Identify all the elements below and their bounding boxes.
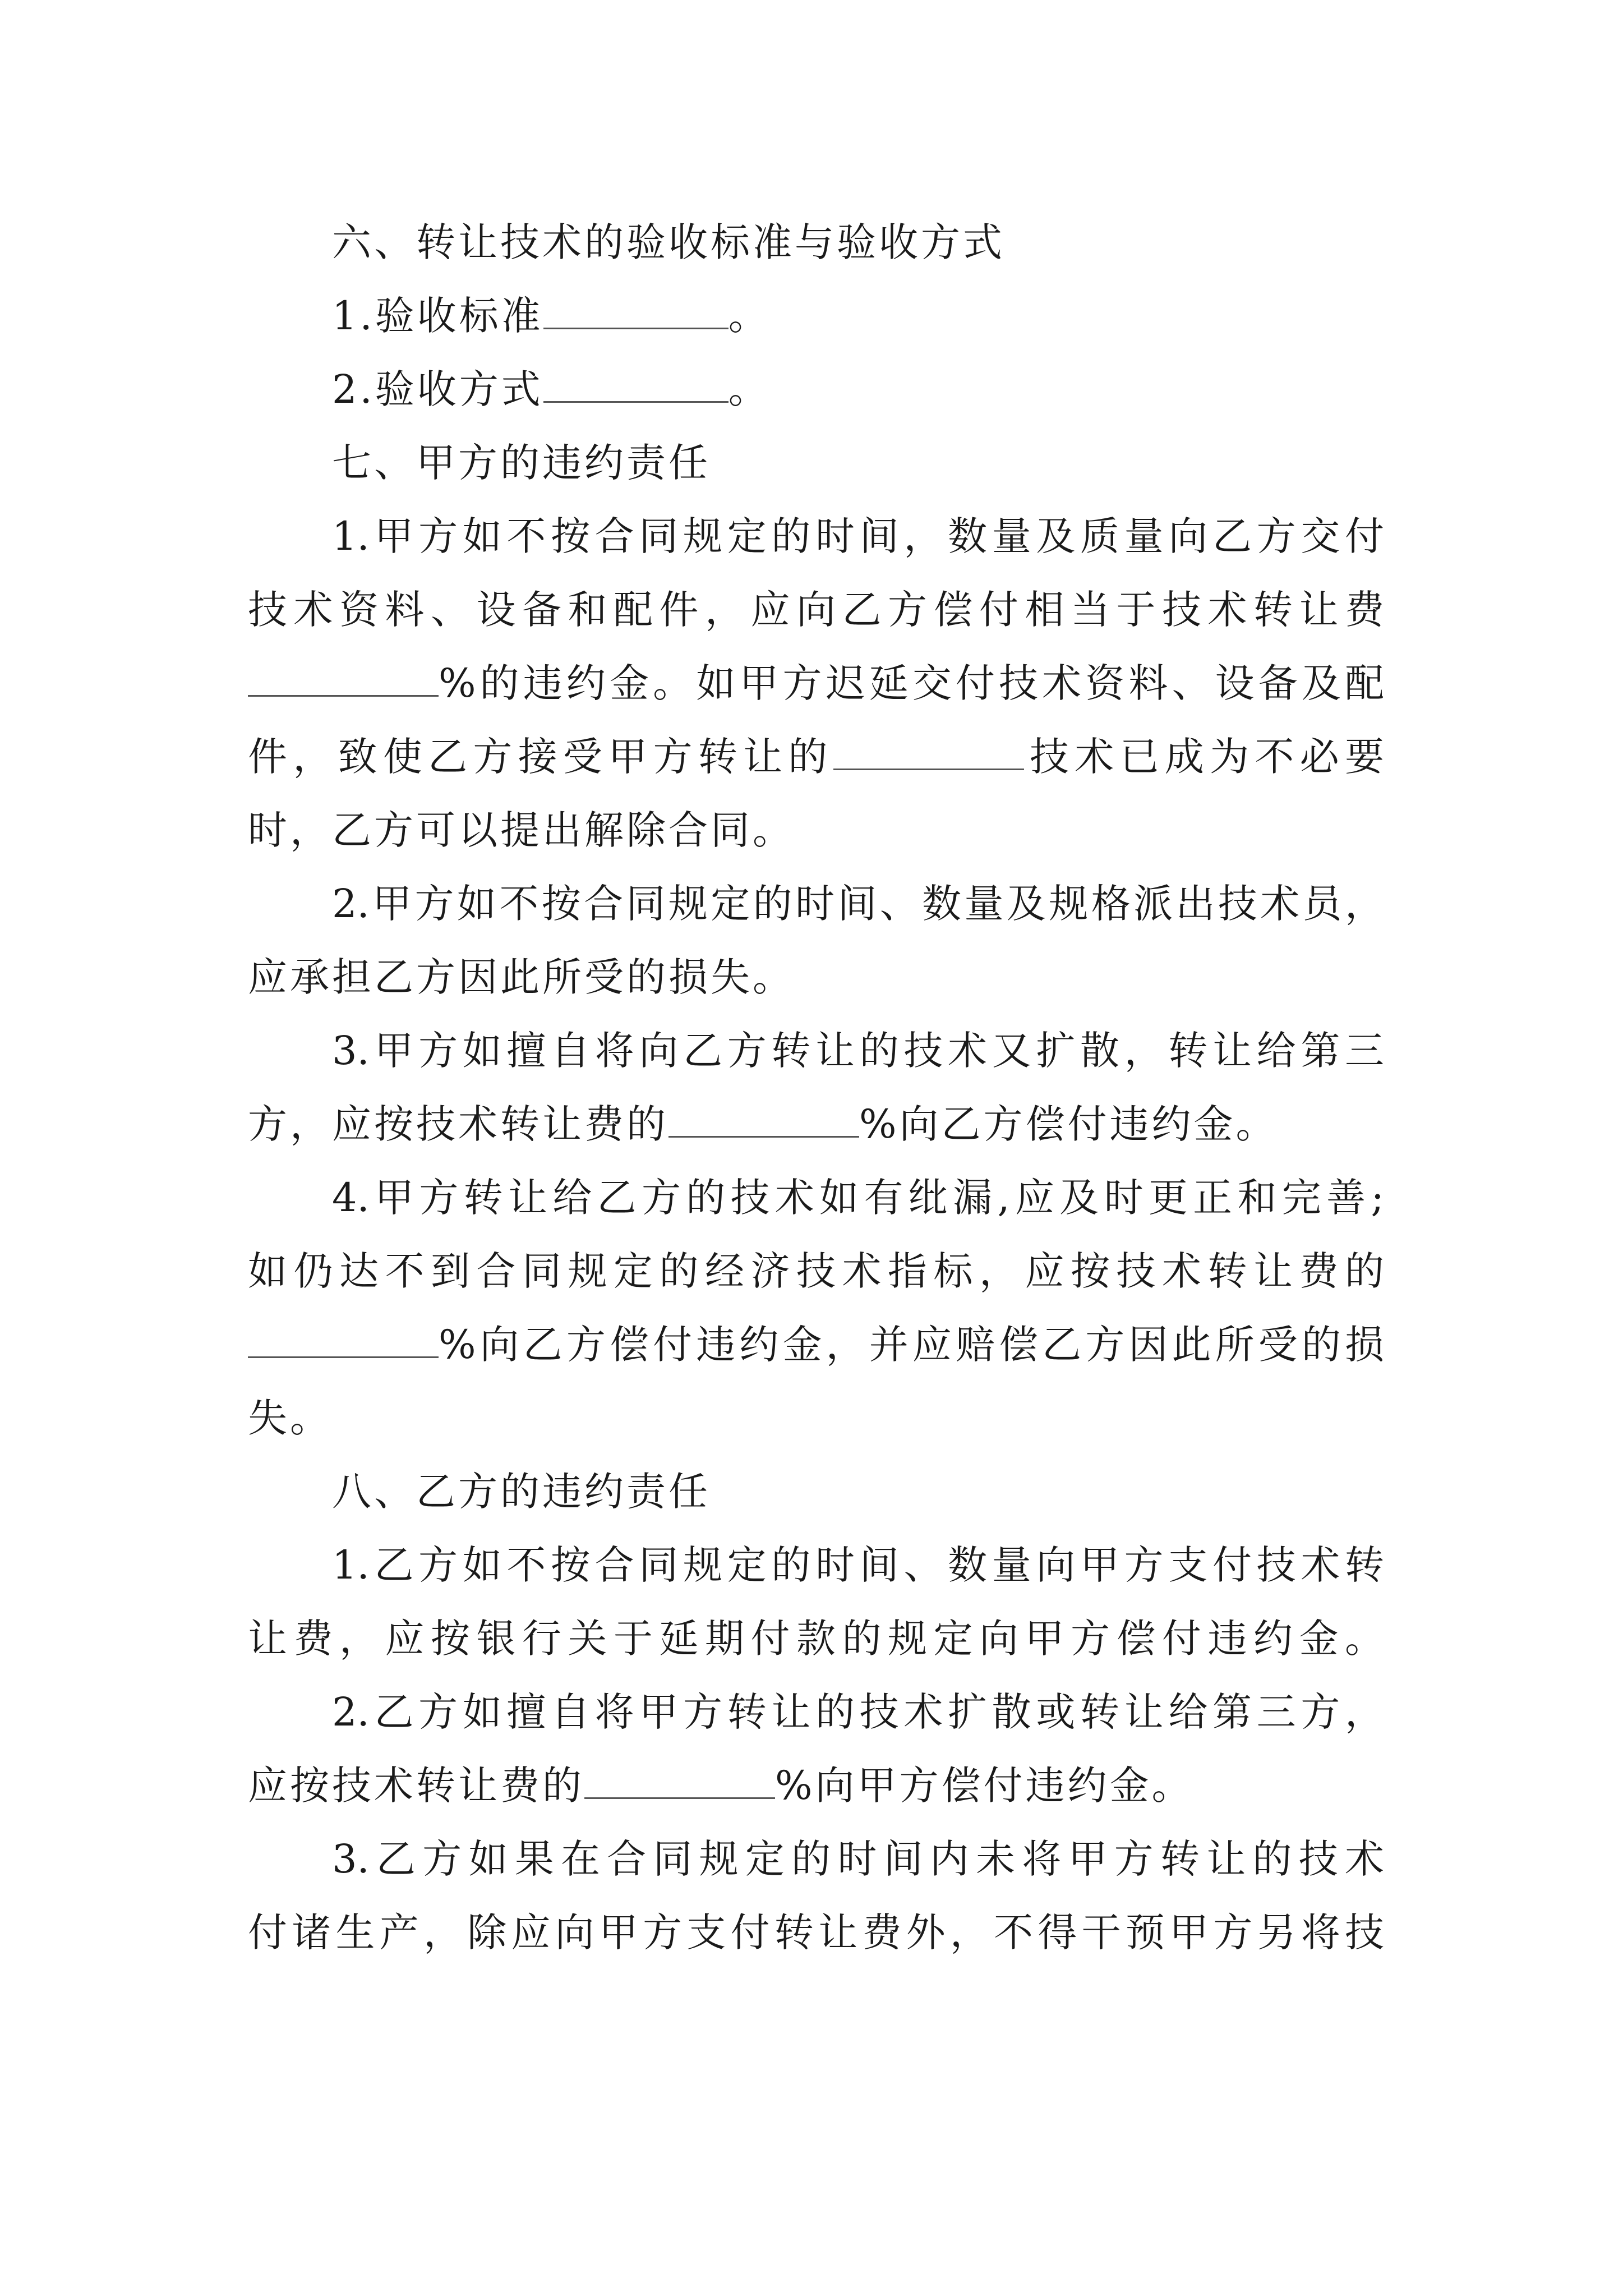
clause-7-1-line-3: %的违约金。如甲方迟延交付技术资料、设备及配 <box>248 650 1384 717</box>
clause-8-3-line-2: 付诸生产，除应向甲方支付转让费外，不得干预甲方另将技 <box>248 1910 1384 1955</box>
section-heading-7: 七、甲方的违约责任 <box>332 440 711 486</box>
clause-7-4-line-3: %向乙方偿付违约金，并应赔偿乙方因此所受的损 <box>248 1311 1384 1378</box>
clause-7-2-line-1: 2.甲方如不按合同规定的时间、数量及规格派出技术员， <box>332 881 1384 927</box>
fill-blank <box>668 1097 859 1138</box>
fill-blank <box>248 656 439 697</box>
fill-blank <box>248 1317 439 1358</box>
section-heading-8: 八、乙方的违约责任 <box>332 1469 711 1515</box>
clause-8-1-line-2: 让费，应按银行关于延期付款的规定向甲方偿付违约金。 <box>248 1616 1384 1662</box>
fill-blank <box>543 288 728 329</box>
clause-7-4-line-1: 4.甲方转让给乙方的技术如有纰漏,应及时更正和完善; <box>332 1175 1384 1221</box>
clause-7-4-line-2: 如仍达不到合同规定的经济技术指标，应按技术转让费的 <box>248 1248 1384 1294</box>
section-heading-6: 六、转让技术的验收标准与验收方式 <box>332 219 1005 265</box>
clause-7-1-line-1: 1.甲方如不按合同规定的时间，数量及质量向乙方交付 <box>332 513 1384 559</box>
clause-7-2-line-2: 应承担乙方因此所受的损失。 <box>248 954 795 1000</box>
fill-blank <box>543 362 728 403</box>
clause-7-3-line-1: 3.甲方如擅自将向乙方转让的技术又扩散，转让给第三 <box>332 1028 1384 1074</box>
fill-blank <box>584 1758 775 1799</box>
acceptance-standard-line: 1.验收标准 。 <box>248 282 771 349</box>
fill-blank <box>833 729 1024 770</box>
acceptance-method-line: 2.验收方式 。 <box>248 356 771 423</box>
clause-8-2-line-2: 应按技术转让费的 %向甲方偿付违约金。 <box>248 1752 1194 1819</box>
clause-8-1-line-1: 1.乙方如不按合同规定的时间、数量向甲方支付技术转 <box>332 1542 1384 1588</box>
clause-7-1-line-4: 件，致使乙方接受甲方转让的 技术已成为不必要 <box>248 723 1384 790</box>
clause-8-2-line-1: 2.乙方如擅自将甲方转让的技术扩散或转让给第三方， <box>332 1689 1384 1735</box>
clause-7-3-line-2: 方，应按技术转让费的 %向乙方偿付违约金。 <box>248 1091 1278 1158</box>
clause-7-1-line-5: 时，乙方可以提出解除合同。 <box>248 807 795 853</box>
clause-7-4-line-4: 失。 <box>248 1395 332 1441</box>
clause-8-3-line-1: 3.乙方如果在合同规定的时间内未将甲方转让的技术 <box>332 1836 1384 1882</box>
clause-7-1-line-2: 技术资料、设备和配件，应向乙方偿付相当于技术转让费 <box>248 587 1384 633</box>
